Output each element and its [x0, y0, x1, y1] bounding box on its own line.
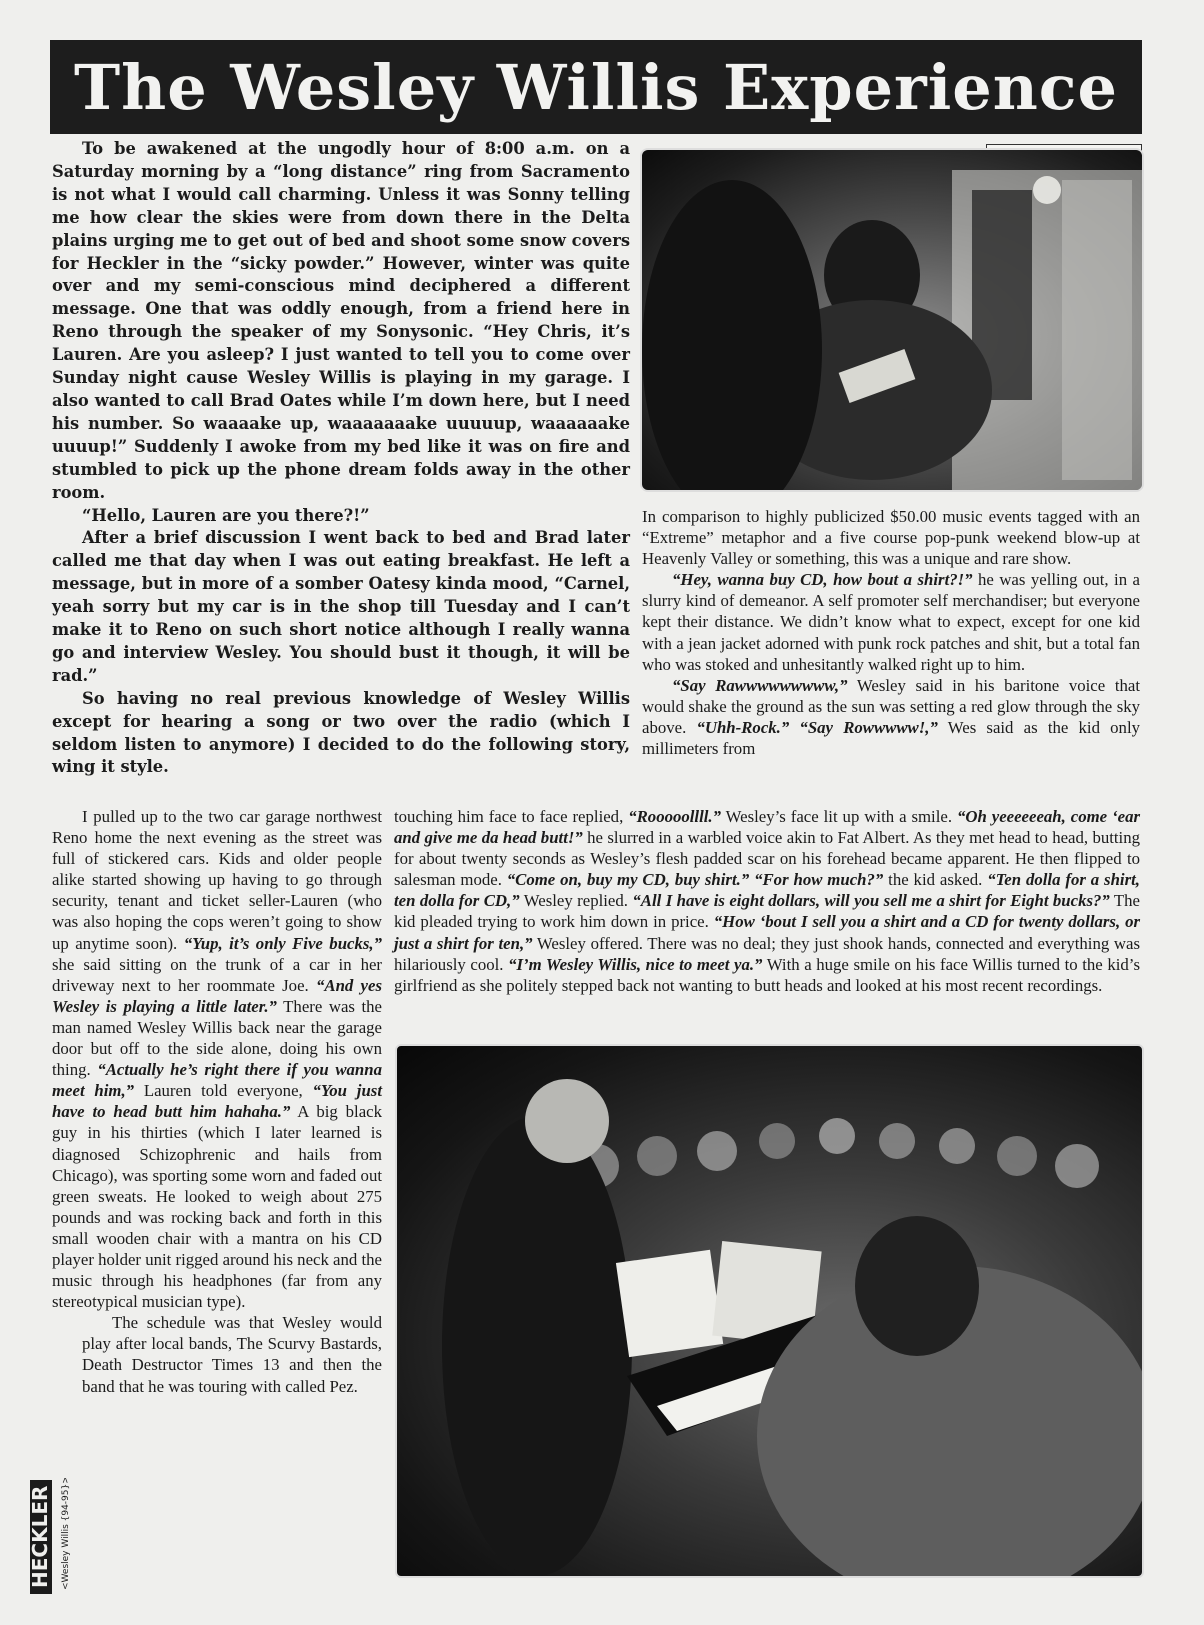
quote: “Rooooollll.”	[628, 807, 721, 826]
quote: “Hey, wanna buy CD, how bout a shirt?!”	[672, 570, 973, 590]
body-text: There was the man named Wesley Willis back near the garage door but off to the side alone, doing his own thing.	[52, 996, 383, 1080]
wide-column	[394, 806, 1140, 996]
wide-paragraph	[394, 806, 1140, 996]
title-banner	[50, 40, 1142, 134]
quote: “Come on, buy my CD, buy shirt.” “For how much?”	[506, 870, 884, 890]
left-paragraph-schedule: The schedule was that Wesley would play after local bands, The Scurvy Bastards, Death Destructor Times 13 and then the band that he was touring with called Pez.	[82, 1313, 382, 1396]
body-text: Wes said as the kid only millimeters from	[642, 717, 1140, 759]
quote: “Ten dolla for a shirt, ten dolla for CD,”	[394, 870, 1140, 911]
body-text: she said sitting on the trunk of a car in her driveway next to her roommate Joe.	[52, 954, 382, 995]
left-paragraph-1	[52, 806, 382, 1312]
quote: “How ‘bout I sell you a shirt and a CD for twenty dollars, or just a shirt for ten,”	[394, 912, 1140, 953]
quote: “And yes Wesley is playing a little later.”	[52, 975, 382, 1016]
left-column	[52, 806, 382, 1397]
photo-wesley-seated	[640, 148, 1144, 492]
quote: “You just have to head butt him hahaha.”	[52, 1081, 382, 1122]
quote: “Oh yeeeeeeah, come ‘ear and give me da head butt!”	[394, 807, 1140, 848]
heckler-logo	[28, 1478, 74, 1596]
quote: “Uhh-Rock.” “Say Rowwwww!,”	[696, 717, 938, 737]
quote: “All I have is eight dollars, will you sell me a shirt for Eight bucks?”	[632, 891, 1110, 911]
quote: “I’m Wesley Willis, nice to meet ya.”	[508, 954, 763, 974]
body-text: Wesley said in his baritone voice that would shake the ground as the sun was setting a red glow through the sky above.	[642, 675, 1140, 737]
body-text: I pulled up to the two car garage northwest Reno home the next evening as the street was full of stickered cars. Kids and older people alike started showing up having to go through security, tenant and ticket seller-Lauren (who was also hoping the cops weren’t going to show up anytime soon).	[52, 807, 382, 953]
right-column	[642, 506, 1140, 759]
page-title: The Wesley Willis Experience	[74, 50, 1118, 124]
quote: “Yup, it’s only Five bucks,”	[183, 933, 382, 953]
logo-brand-text: HECKLER	[28, 1485, 52, 1588]
intro-paragraph-3: After a brief discussion I went back to bed and Brad later called me that day when I was out eating breakfast. He left a message, but in more of a somber Oatesy kinda mood, “Carnel, yeah sorry but my car is in the shop till Tuesday and I can’t make it to Reno on such short notice although I really wanna go and interview Wesley. You should bust it though, it will be rad.”	[52, 528, 630, 685]
heckler-logo-mark	[28, 1478, 74, 1596]
body-text: Lauren told everyone,	[134, 1081, 313, 1101]
right-paragraph-1: In comparison to highly publicized $50.00 music events tagged with an “Extreme” metaphor and a five course pop-punk weekend blow-up at Heavenly Valley or something, this was a unique and rare show.	[642, 507, 1140, 569]
body-text: the kid asked.	[883, 870, 988, 890]
right-paragraph-2	[642, 569, 1140, 674]
body-text: Wesley replied.	[519, 891, 633, 911]
quote: “Actually he’s right there if you wanna meet him,”	[52, 1060, 382, 1101]
body-text: With a huge smile on his face Willis turned to the kid’s girlfriend as she politely stepped back not wanting to butt heads and looked at his most recent recordings.	[394, 954, 1140, 995]
body-text: touching him face to face replied,	[394, 807, 629, 826]
photo-wesley-keyboard-crowd	[395, 1044, 1144, 1578]
right-paragraph-3	[642, 675, 1140, 759]
intro-paragraph-1: To be awakened at the ungodly hour of 8:00 a.m. on a Saturday morning by a “long distance” ring from Sacramento is not what I would call charming. Unless it was Sonny telling me how clear the skies were from down there in the Delta plains urging me to get out of bed and shoot some snow covers for Heckler in the “sicky powder.” However, winter was quite over and my semi-conscious mind deciphered a different message. One that was oddly enough, from a friend here in Reno through the speaker of my Sonysonic. “Hey Chris, it’s Lauren. Are you asleep? I just wanted to tell you to come over Sunday night cause Wesley Willis is playing in my garage. I also wanted to call Brad Oates while I’m down here, but I need his number. So waaaake up, waaaaaaake uuuuup, waaaaaake uuuup!” Suddenly I awoke from my bed like it was on fire and stumbled to pick up the phone dream folds away in the other room.	[52, 139, 630, 502]
body-text: Wesley’s face lit up with a smile.	[721, 807, 957, 826]
intro-paragraph-2: “Hello, Lauren are you there?!”	[82, 505, 370, 525]
body-text: The kid pleaded trying to work him down in price.	[394, 891, 1140, 932]
body-text: A big black guy in his thirties (which I later learned is diagnosed Schizophrenic and hails from Chicago), was sporting some worn and faded out green sweats. He looked to weigh about 275 pounds and was rocking back and forth in this small wooden chair with a mantra on his CD player holder unit rigged around his neck and the music through his headphones (far from any stereotypical musician type).	[52, 1102, 382, 1312]
photo-wesley-keyboard-illustration	[397, 1046, 1142, 1576]
intro-paragraph-4: So having no real previous knowledge of Wesley Willis except for hearing a song or two over the radio (which I seldom listen to anymore) I decided to do the following story, wing it style.	[52, 688, 630, 777]
quote: “Say Rawwwwwwwww,”	[672, 675, 848, 695]
intro-column	[52, 138, 630, 779]
body-text: he was yelling out, in a slurry kind of demeanor. A self promoter self merchandiser; but everyone kept their distance. We didn’t know what to expect, except for one kid with a jean jacket adorned with punk rock patches and shit, but a total fan who was stoked and unhesitantly walked right up to him.	[642, 570, 1140, 674]
body-text: Wesley offered. There was no deal; they just shook hands, connected and everything was hilariously cool.	[394, 933, 1140, 974]
body-text: he slurred in a warbled voice akin to Fat Albert. As they met head to head, butting for about twenty seconds as Wesley’s flesh padded scar on his forehead became apparent. He then flipped to salesman mode.	[394, 828, 1141, 890]
photo-wesley-seated-illustration	[642, 150, 1142, 490]
logo-issue-text: <Wesley Willis {94-95}>	[61, 1478, 71, 1590]
